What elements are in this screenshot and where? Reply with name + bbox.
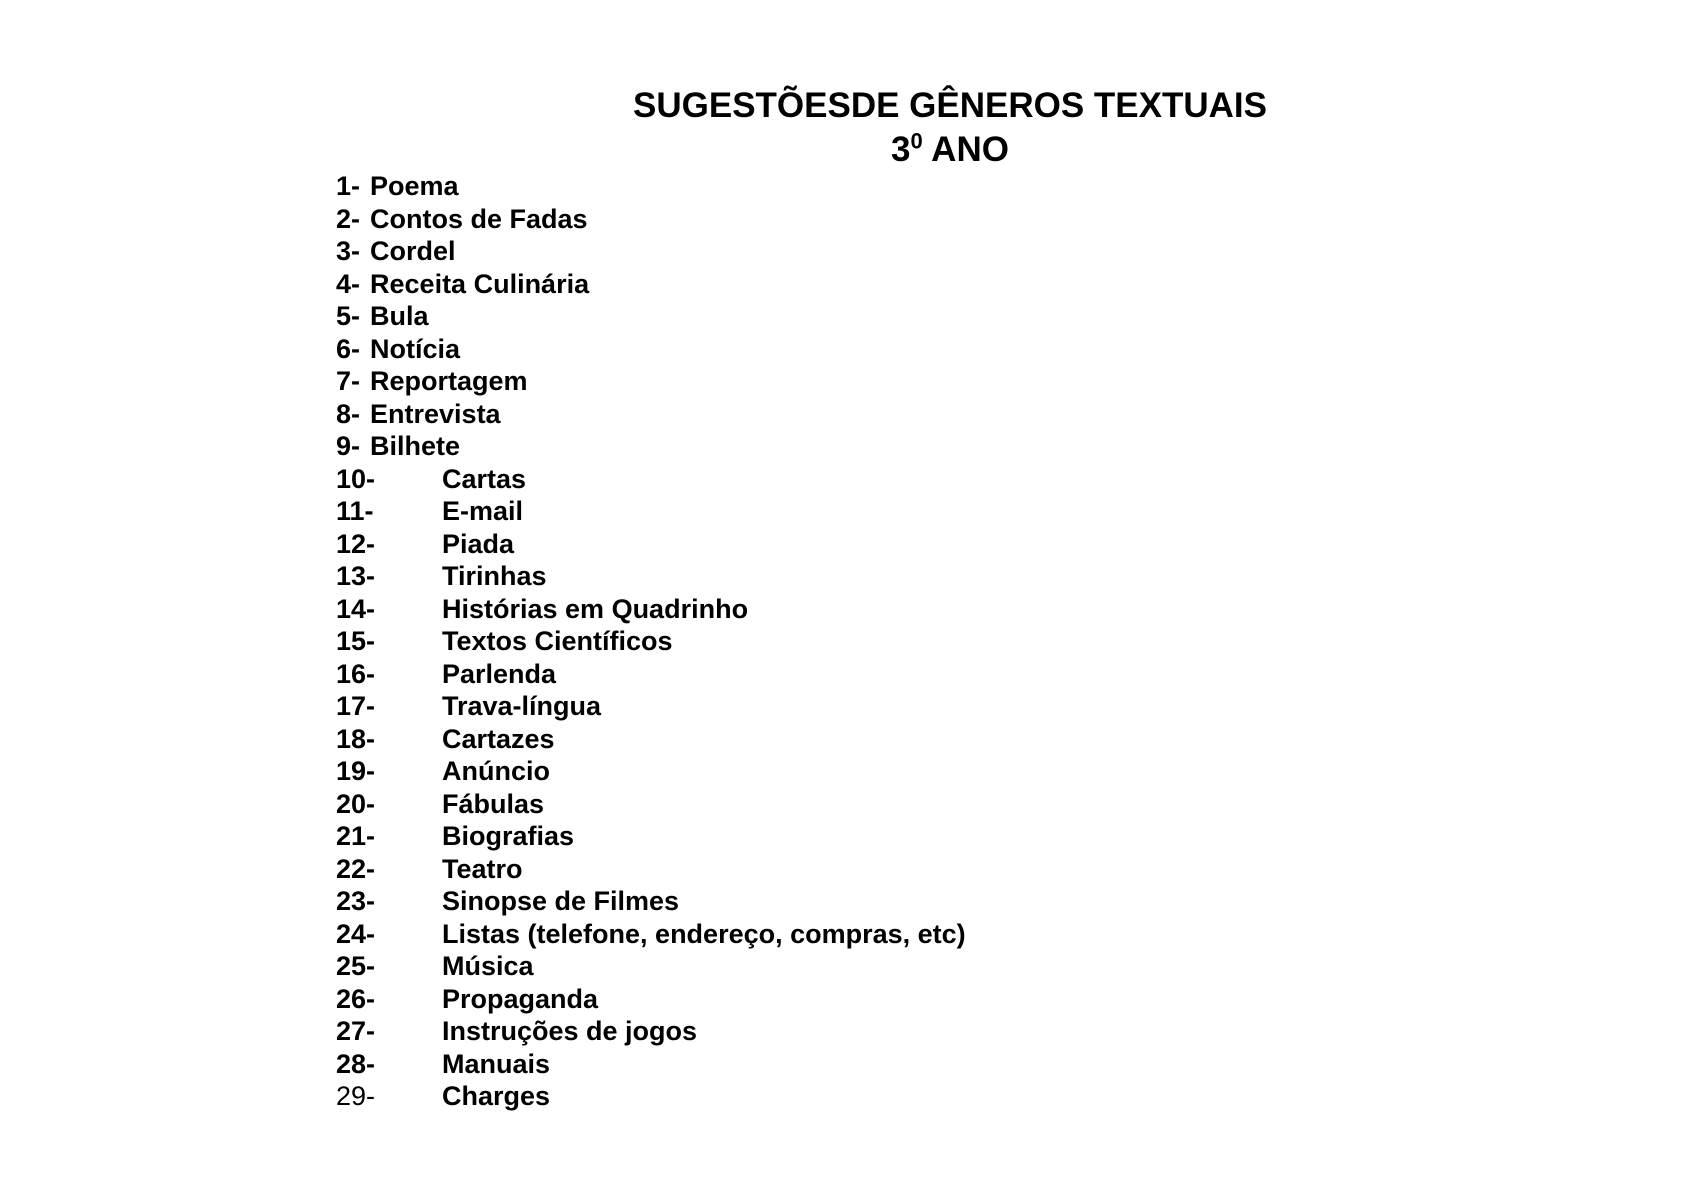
item-label: Piada (442, 528, 515, 559)
list-item (336, 625, 966, 658)
item-number: 27- (336, 1016, 376, 1046)
list-item (336, 1048, 966, 1081)
item-number: 20- (336, 788, 376, 819)
title-line-2 (520, 128, 1380, 172)
item-number: 9- (336, 431, 361, 461)
item-label: Sinopse de Filmes (442, 886, 680, 916)
item-number: 11- (336, 496, 374, 526)
list-item (336, 398, 966, 431)
item-number: 26- (336, 983, 376, 1014)
item-number: 6- (336, 333, 361, 364)
item-number: 23- (336, 886, 376, 916)
list-item (336, 1015, 966, 1048)
list-item (336, 333, 966, 366)
item-label: Bula (370, 301, 429, 331)
item-number: 19- (336, 756, 376, 786)
item-label: Cordel (370, 236, 456, 266)
list-item (336, 430, 966, 463)
item-label: Receita Culinária (370, 268, 590, 299)
item-number: 4- (336, 268, 361, 299)
grade-ordinal: 0 (910, 128, 923, 154)
item-label: Histórias em Quadrinho (442, 593, 749, 624)
item-label: Música (442, 951, 534, 981)
item-label: Manuais (442, 1048, 551, 1079)
list-item (336, 268, 966, 301)
item-number: 25- (336, 951, 376, 981)
item-label: Parlenda (442, 658, 557, 689)
item-label: Cartas (442, 463, 527, 494)
list-item (336, 820, 966, 853)
item-label: Propaganda (442, 983, 599, 1014)
item-label: Teatro (442, 853, 523, 884)
item-label: Fábulas (442, 788, 545, 819)
item-number: 22- (336, 853, 376, 884)
item-label: Notícia (370, 333, 461, 364)
genre-list (336, 170, 966, 1113)
list-item (336, 755, 966, 788)
item-label: Bilhete (370, 431, 461, 461)
list-item (336, 300, 966, 333)
item-label: Biografias (442, 821, 575, 851)
item-label: E-mail (442, 496, 524, 526)
item-label: Listas (telefone, endereço, compras, etc) (442, 918, 966, 949)
list-item (336, 853, 966, 886)
item-label: Instruções de jogos (442, 1016, 698, 1046)
item-number: 12- (336, 528, 376, 559)
item-number: 5- (336, 301, 361, 331)
list-item (336, 235, 966, 268)
item-number: 13- (336, 561, 376, 591)
list-item (336, 918, 966, 951)
item-label: Poema (370, 171, 459, 201)
grade-number: 3 (891, 130, 911, 169)
title-line-1: SUGESTÕESDE GÊNEROS TEXTUAIS (633, 86, 1267, 125)
item-number: 16- (336, 658, 376, 689)
list-item (336, 528, 966, 561)
list-item (336, 885, 966, 918)
list-item (336, 788, 966, 821)
item-number: 10- (336, 463, 376, 494)
item-label: Contos de Fadas (370, 203, 588, 234)
list-item (336, 463, 966, 496)
item-number: 21- (336, 821, 376, 851)
list-item (336, 170, 966, 203)
item-label: Anúncio (442, 756, 550, 786)
item-number: 7- (336, 366, 361, 396)
item-number: 18- (336, 723, 376, 754)
item-label: Entrevista (370, 398, 501, 429)
grade-label: ANO (922, 130, 1009, 169)
item-number: 28- (336, 1048, 376, 1079)
list-item (336, 690, 966, 723)
item-label: Cartazes (442, 723, 555, 754)
item-label: Charges (442, 1081, 551, 1111)
item-label: Tirinhas (442, 561, 547, 591)
list-item (336, 723, 966, 756)
list-item (336, 593, 966, 626)
item-number: 17- (336, 691, 376, 721)
item-number: 29- (336, 1081, 376, 1111)
list-item (336, 560, 966, 593)
list-item (336, 365, 966, 398)
document-title (520, 84, 1380, 172)
item-number: 1- (336, 171, 361, 201)
list-item (336, 950, 966, 983)
item-number: 3- (336, 236, 361, 266)
item-number: 2- (336, 203, 361, 234)
list-item (336, 495, 966, 528)
list-item (336, 983, 966, 1016)
item-number: 24- (336, 918, 376, 949)
item-label: Textos Científicos (442, 626, 673, 656)
item-label: Reportagem (370, 366, 528, 396)
item-number: 14- (336, 593, 376, 624)
list-item (336, 203, 966, 236)
item-number: 15- (336, 626, 376, 656)
list-item (336, 658, 966, 691)
item-number: 8- (336, 398, 361, 429)
item-label: Trava-língua (442, 691, 602, 721)
list-item (336, 1080, 966, 1113)
